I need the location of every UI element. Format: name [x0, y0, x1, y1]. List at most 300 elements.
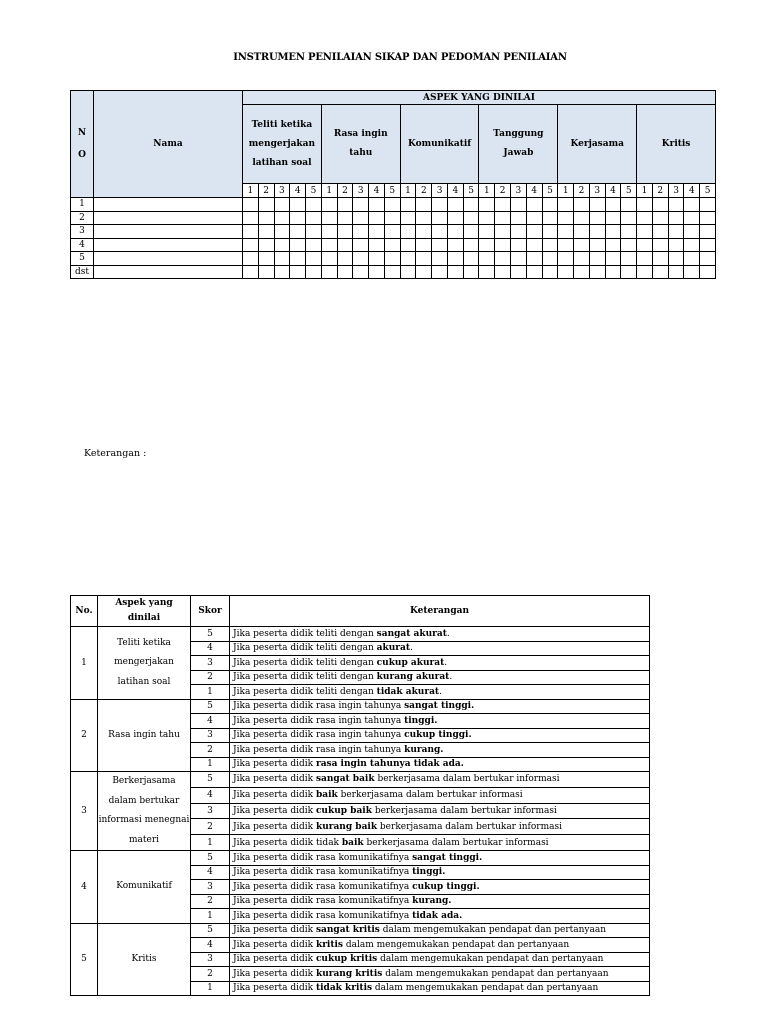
score-cell[interactable]	[384, 211, 400, 225]
score-cell[interactable]	[416, 211, 432, 225]
guide-description	[230, 952, 650, 967]
score-cell[interactable]	[652, 252, 668, 266]
score-cell[interactable]	[321, 225, 337, 239]
score-cell[interactable]	[274, 225, 290, 239]
score-cell[interactable]	[605, 211, 621, 225]
score-cell[interactable]	[526, 211, 542, 225]
score-cell[interactable]	[353, 238, 369, 252]
description-emphasis: tidak ada.	[412, 910, 463, 921]
score-cell[interactable]	[321, 265, 337, 279]
description-emphasis: kritis	[315, 939, 343, 950]
table-row	[71, 198, 716, 212]
score-cell[interactable]	[652, 238, 668, 252]
score-cell[interactable]	[432, 225, 448, 239]
description-text: Jika peserta didik rasa ingin tahunya	[233, 744, 405, 755]
description-emphasis: cukup kritis	[315, 954, 378, 965]
score-cell[interactable]	[621, 198, 637, 212]
score-cell[interactable]	[526, 238, 542, 252]
score-cell[interactable]	[274, 252, 290, 266]
table-row	[71, 265, 716, 279]
student-name-cell[interactable]	[94, 265, 243, 279]
score-cell[interactable]	[337, 211, 353, 225]
score-cell[interactable]	[511, 252, 527, 266]
guide-score: 2	[191, 743, 230, 758]
score-cell[interactable]	[290, 252, 306, 266]
description-emphasis: tinggi.	[404, 715, 438, 726]
scale-number: 3	[432, 184, 448, 198]
score-cell[interactable]	[337, 198, 353, 212]
aspect-group-header: ASPEK YANG DINILAI	[243, 91, 716, 105]
score-cell[interactable]	[621, 265, 637, 279]
score-cell[interactable]	[274, 211, 290, 225]
score-cell[interactable]	[558, 198, 574, 212]
score-cell[interactable]	[447, 211, 463, 225]
score-cell[interactable]	[589, 198, 605, 212]
score-cell[interactable]	[258, 198, 274, 212]
score-cell[interactable]	[621, 211, 637, 225]
score-cell[interactable]	[306, 252, 322, 266]
score-cell[interactable]	[542, 265, 558, 279]
no-header-letter: N	[77, 128, 87, 138]
description-emphasis: sangat kritis	[315, 925, 380, 936]
score-cell[interactable]	[637, 225, 653, 239]
score-cell[interactable]	[432, 198, 448, 212]
description-text: Jika peserta didik	[233, 968, 316, 979]
scale-number: 3	[668, 184, 684, 198]
score-cell[interactable]	[353, 225, 369, 239]
description-text: Jika peserta didik	[233, 925, 316, 936]
score-cell[interactable]	[290, 211, 306, 225]
score-cell[interactable]	[700, 198, 716, 212]
description-text: Jika peserta didik teliti dengan	[233, 643, 377, 654]
score-cell[interactable]	[306, 225, 322, 239]
guide-score: 3	[191, 803, 230, 819]
score-cell[interactable]	[290, 198, 306, 212]
score-cell[interactable]	[337, 238, 353, 252]
guide-aspect-number: 3	[71, 772, 98, 851]
score-cell[interactable]	[652, 265, 668, 279]
guide-score: 2	[191, 894, 230, 909]
score-cell[interactable]	[526, 198, 542, 212]
description-text: Jika peserta didik tidak	[233, 837, 342, 848]
score-cell[interactable]	[290, 238, 306, 252]
score-cell[interactable]	[400, 198, 416, 212]
score-cell[interactable]	[384, 225, 400, 239]
score-cell[interactable]	[306, 198, 322, 212]
score-cell[interactable]	[290, 265, 306, 279]
description-text: Jika peserta didik rasa ingin tahunya	[233, 701, 405, 712]
description-text: .	[449, 672, 453, 683]
score-cell[interactable]	[416, 252, 432, 266]
score-cell[interactable]	[416, 265, 432, 279]
score-cell[interactable]	[558, 252, 574, 266]
score-cell[interactable]	[463, 225, 479, 239]
score-cell[interactable]	[621, 238, 637, 252]
score-cell[interactable]	[511, 198, 527, 212]
scale-number: 1	[243, 184, 259, 198]
score-cell[interactable]	[574, 252, 590, 266]
score-cell[interactable]	[652, 225, 668, 239]
score-cell[interactable]	[526, 252, 542, 266]
score-cell[interactable]	[700, 225, 716, 239]
score-cell[interactable]	[463, 252, 479, 266]
guide-score: 4	[191, 641, 230, 656]
score-cell[interactable]	[337, 252, 353, 266]
score-cell[interactable]	[384, 198, 400, 212]
score-cell[interactable]	[479, 238, 495, 252]
score-cell[interactable]	[668, 252, 684, 266]
description-text: Jika peserta didik teliti dengan	[233, 628, 377, 639]
guide-score: 1	[191, 981, 230, 996]
score-cell[interactable]	[495, 225, 511, 239]
score-cell[interactable]	[511, 225, 527, 239]
guide-aspect-number: 2	[71, 699, 98, 772]
row-number: 5	[71, 252, 94, 266]
student-name-cell[interactable]	[94, 252, 243, 266]
score-cell[interactable]	[684, 225, 700, 239]
score-cell[interactable]	[447, 238, 463, 252]
guide-score: 4	[191, 938, 230, 953]
score-cell[interactable]	[306, 211, 322, 225]
score-cell[interactable]	[400, 238, 416, 252]
score-cell[interactable]	[243, 225, 259, 239]
guide-row	[71, 851, 650, 866]
scale-number: 4	[526, 184, 542, 198]
guide-description	[230, 909, 650, 924]
guide-description	[230, 757, 650, 772]
table-row	[71, 252, 716, 266]
score-cell[interactable]	[495, 252, 511, 266]
score-cell[interactable]	[637, 238, 653, 252]
score-cell[interactable]	[384, 238, 400, 252]
guide-score: 5	[191, 699, 230, 714]
description-text: Jika peserta didik	[233, 805, 316, 816]
score-cell[interactable]	[495, 198, 511, 212]
student-name-cell[interactable]	[94, 225, 243, 239]
description-text: dalam mengemukakan pendapat dan pertanyaan	[382, 968, 609, 979]
guide-score: 3	[191, 656, 230, 671]
guide-description	[230, 656, 650, 671]
guide-aspect-number: 4	[71, 851, 98, 924]
description-text: .	[410, 643, 413, 654]
score-cell[interactable]	[558, 225, 574, 239]
guide-description	[230, 685, 650, 700]
score-cell[interactable]	[463, 238, 479, 252]
score-cell[interactable]	[542, 211, 558, 225]
score-cell[interactable]	[589, 252, 605, 266]
score-cell[interactable]	[700, 238, 716, 252]
score-cell[interactable]	[463, 211, 479, 225]
score-cell[interactable]	[353, 211, 369, 225]
score-cell[interactable]	[684, 265, 700, 279]
score-cell[interactable]	[574, 211, 590, 225]
score-cell[interactable]	[274, 238, 290, 252]
score-cell[interactable]	[432, 252, 448, 266]
guide-description	[230, 803, 650, 819]
score-cell[interactable]	[495, 265, 511, 279]
score-cell[interactable]	[700, 265, 716, 279]
score-cell[interactable]	[637, 265, 653, 279]
score-cell[interactable]	[574, 198, 590, 212]
description-text: Jika peserta didik rasa ingin tahunya	[233, 715, 405, 726]
scale-number: 5	[700, 184, 716, 198]
score-cell[interactable]	[668, 211, 684, 225]
description-emphasis: sangat akurat	[376, 628, 447, 639]
scale-number: 2	[416, 184, 432, 198]
guide-score: 2	[191, 670, 230, 685]
score-cell[interactable]	[605, 198, 621, 212]
score-cell[interactable]	[369, 211, 385, 225]
scale-number: 4	[447, 184, 463, 198]
guide-description	[230, 894, 650, 909]
description-text: dalam mengemukakan pendapat dan pertanyaan	[377, 954, 604, 965]
score-cell[interactable]	[574, 225, 590, 239]
score-cell[interactable]	[384, 265, 400, 279]
score-cell[interactable]	[652, 198, 668, 212]
description-text: Jika peserta didik	[233, 983, 316, 994]
score-cell[interactable]	[605, 238, 621, 252]
aspect-header: Kritis	[637, 105, 716, 184]
score-cell[interactable]	[447, 265, 463, 279]
score-cell[interactable]	[542, 198, 558, 212]
score-cell[interactable]	[668, 238, 684, 252]
score-cell[interactable]	[321, 198, 337, 212]
scale-number: 2	[574, 184, 590, 198]
score-cell[interactable]	[337, 265, 353, 279]
score-cell[interactable]	[700, 211, 716, 225]
score-cell[interactable]	[243, 211, 259, 225]
score-cell[interactable]	[495, 238, 511, 252]
score-cell[interactable]	[526, 265, 542, 279]
row-number: 3	[71, 225, 94, 239]
score-cell[interactable]	[369, 265, 385, 279]
description-text: Jika peserta didik teliti dengan	[233, 657, 377, 668]
score-cell[interactable]	[684, 198, 700, 212]
aspect-header: Tanggung Jawab	[479, 105, 558, 184]
description-emphasis: sangat tinggi.	[412, 852, 483, 863]
scale-number: 5	[384, 184, 400, 198]
description-text: Jika peserta didik rasa komunikatifnya	[233, 896, 413, 907]
name-column-header: Nama	[94, 91, 243, 198]
scale-number: 5	[463, 184, 479, 198]
aspect-header: Kerjasama	[558, 105, 637, 184]
score-cell[interactable]	[400, 225, 416, 239]
scale-number: 1	[637, 184, 653, 198]
description-text: Jika peserta didik	[233, 774, 316, 785]
score-cell[interactable]	[479, 225, 495, 239]
description-text: berkerjasama dalam bertukar informasi	[363, 837, 549, 848]
scale-number: 4	[684, 184, 700, 198]
score-cell[interactable]	[542, 252, 558, 266]
score-cell[interactable]	[447, 252, 463, 266]
score-cell[interactable]	[589, 238, 605, 252]
score-cell[interactable]	[306, 265, 322, 279]
description-text: berkerjasama dalam bertukar informasi	[374, 774, 560, 785]
score-cell[interactable]	[495, 211, 511, 225]
score-cell[interactable]	[574, 265, 590, 279]
score-cell[interactable]	[621, 225, 637, 239]
student-name-cell[interactable]	[94, 238, 243, 252]
score-cell[interactable]	[353, 252, 369, 266]
guide-aspect-number: 5	[71, 923, 98, 996]
score-cell[interactable]	[321, 252, 337, 266]
scale-number: 1	[558, 184, 574, 198]
description-text: .	[439, 686, 442, 697]
score-cell[interactable]	[668, 225, 684, 239]
guide-description	[230, 743, 650, 758]
score-cell[interactable]	[511, 211, 527, 225]
score-cell[interactable]	[479, 211, 495, 225]
guide-score: 5	[191, 923, 230, 938]
score-cell[interactable]	[652, 211, 668, 225]
description-text: dalam mengemukakan pendapat dan pertanyaan	[343, 939, 570, 950]
guide-aspect-name: Teliti ketika mengerjakan latihan soal	[98, 627, 191, 700]
score-cell[interactable]	[558, 211, 574, 225]
score-cell[interactable]	[243, 238, 259, 252]
score-cell[interactable]	[369, 252, 385, 266]
score-cell[interactable]	[637, 198, 653, 212]
guide-description	[230, 880, 650, 895]
score-cell[interactable]	[589, 265, 605, 279]
scale-number: 2	[258, 184, 274, 198]
scale-number: 4	[369, 184, 385, 198]
score-cell[interactable]	[290, 225, 306, 239]
score-cell[interactable]	[447, 198, 463, 212]
scale-number: 2	[337, 184, 353, 198]
score-cell[interactable]	[400, 252, 416, 266]
description-emphasis: sangat baik	[315, 774, 375, 785]
table-row	[71, 238, 716, 252]
score-cell[interactable]	[353, 265, 369, 279]
score-cell[interactable]	[321, 211, 337, 225]
score-cell[interactable]	[432, 238, 448, 252]
score-cell[interactable]	[416, 225, 432, 239]
description-text: Jika peserta didik rasa ingin tahunya	[233, 730, 405, 741]
score-cell[interactable]	[274, 198, 290, 212]
description-text: Jika peserta didik teliti dengan	[233, 672, 377, 683]
score-cell[interactable]	[258, 265, 274, 279]
score-cell[interactable]	[479, 198, 495, 212]
description-emphasis: sangat tinggi.	[404, 701, 475, 712]
score-cell[interactable]	[337, 225, 353, 239]
guide-score: 1	[191, 685, 230, 700]
keterangan-label: Keterangan :	[84, 448, 147, 459]
guide-score: 3	[191, 728, 230, 743]
score-cell[interactable]	[416, 198, 432, 212]
description-emphasis: kurang.	[404, 744, 444, 755]
scale-number: 2	[495, 184, 511, 198]
score-cell[interactable]	[526, 225, 542, 239]
score-cell[interactable]	[258, 211, 274, 225]
score-cell[interactable]	[400, 211, 416, 225]
score-cell[interactable]	[479, 252, 495, 266]
score-cell[interactable]	[558, 265, 574, 279]
score-cell[interactable]	[668, 198, 684, 212]
student-name-cell[interactable]	[94, 211, 243, 225]
score-cell[interactable]	[447, 225, 463, 239]
row-number: 1	[71, 198, 94, 212]
score-cell[interactable]	[432, 211, 448, 225]
row-number: 2	[71, 211, 94, 225]
guide-description	[230, 865, 650, 880]
score-cell[interactable]	[353, 198, 369, 212]
score-cell[interactable]	[542, 238, 558, 252]
score-cell[interactable]	[637, 211, 653, 225]
score-cell[interactable]	[258, 238, 274, 252]
score-cell[interactable]	[589, 211, 605, 225]
score-cell[interactable]	[258, 225, 274, 239]
score-cell[interactable]	[621, 252, 637, 266]
score-cell[interactable]	[700, 252, 716, 266]
score-cell[interactable]	[574, 238, 590, 252]
description-emphasis: kurang baik	[315, 821, 378, 832]
guide-description	[230, 923, 650, 938]
scale-number: 3	[353, 184, 369, 198]
score-cell[interactable]	[274, 265, 290, 279]
description-emphasis: kurang kritis	[315, 968, 383, 979]
score-cell[interactable]	[369, 198, 385, 212]
score-cell[interactable]	[542, 225, 558, 239]
student-name-cell[interactable]	[94, 198, 243, 212]
score-cell[interactable]	[605, 225, 621, 239]
scale-number: 5	[621, 184, 637, 198]
score-cell[interactable]	[668, 265, 684, 279]
score-cell[interactable]	[684, 252, 700, 266]
score-cell[interactable]	[369, 225, 385, 239]
score-cell[interactable]	[306, 238, 322, 252]
score-cell[interactable]	[511, 265, 527, 279]
description-emphasis: cukup baik	[315, 805, 372, 816]
score-cell[interactable]	[243, 198, 259, 212]
description-emphasis: cukup tinggi.	[412, 881, 480, 892]
description-text: dalam mengemukakan pendapat dan pertanyaan	[372, 983, 599, 994]
score-cell[interactable]	[511, 238, 527, 252]
score-cell[interactable]	[637, 252, 653, 266]
page-title: INSTRUMEN PENILAIAN SIKAP DAN PEDOMAN PENILAIAN	[233, 52, 567, 63]
score-cell[interactable]	[605, 252, 621, 266]
guide-aspect-number: 1	[71, 627, 98, 700]
scale-number: 1	[400, 184, 416, 198]
score-cell[interactable]	[384, 252, 400, 266]
score-cell[interactable]	[258, 252, 274, 266]
score-cell[interactable]	[321, 238, 337, 252]
score-cell[interactable]	[479, 265, 495, 279]
score-cell[interactable]	[400, 265, 416, 279]
score-cell[interactable]	[243, 252, 259, 266]
guide-header-score: Skor	[191, 596, 230, 627]
scale-number: 2	[652, 184, 668, 198]
score-cell[interactable]	[589, 225, 605, 239]
score-cell[interactable]	[243, 265, 259, 279]
description-emphasis: rasa ingin tahunya tidak ada.	[315, 759, 464, 770]
row-number: 4	[71, 238, 94, 252]
score-cell[interactable]	[605, 265, 621, 279]
score-cell[interactable]	[684, 211, 700, 225]
score-cell[interactable]	[463, 198, 479, 212]
guide-score: 1	[191, 835, 230, 851]
score-cell[interactable]	[558, 238, 574, 252]
score-cell[interactable]	[416, 238, 432, 252]
description-text: .	[446, 628, 450, 639]
description-text: Jika peserta didik rasa komunikatifnya	[233, 881, 413, 892]
score-cell[interactable]	[369, 238, 385, 252]
description-emphasis: cukup tinggi.	[404, 730, 472, 741]
description-emphasis: tidak akurat	[376, 686, 440, 697]
score-cell[interactable]	[684, 238, 700, 252]
guide-row	[71, 699, 650, 714]
score-cell[interactable]	[463, 265, 479, 279]
score-cell[interactable]	[432, 265, 448, 279]
